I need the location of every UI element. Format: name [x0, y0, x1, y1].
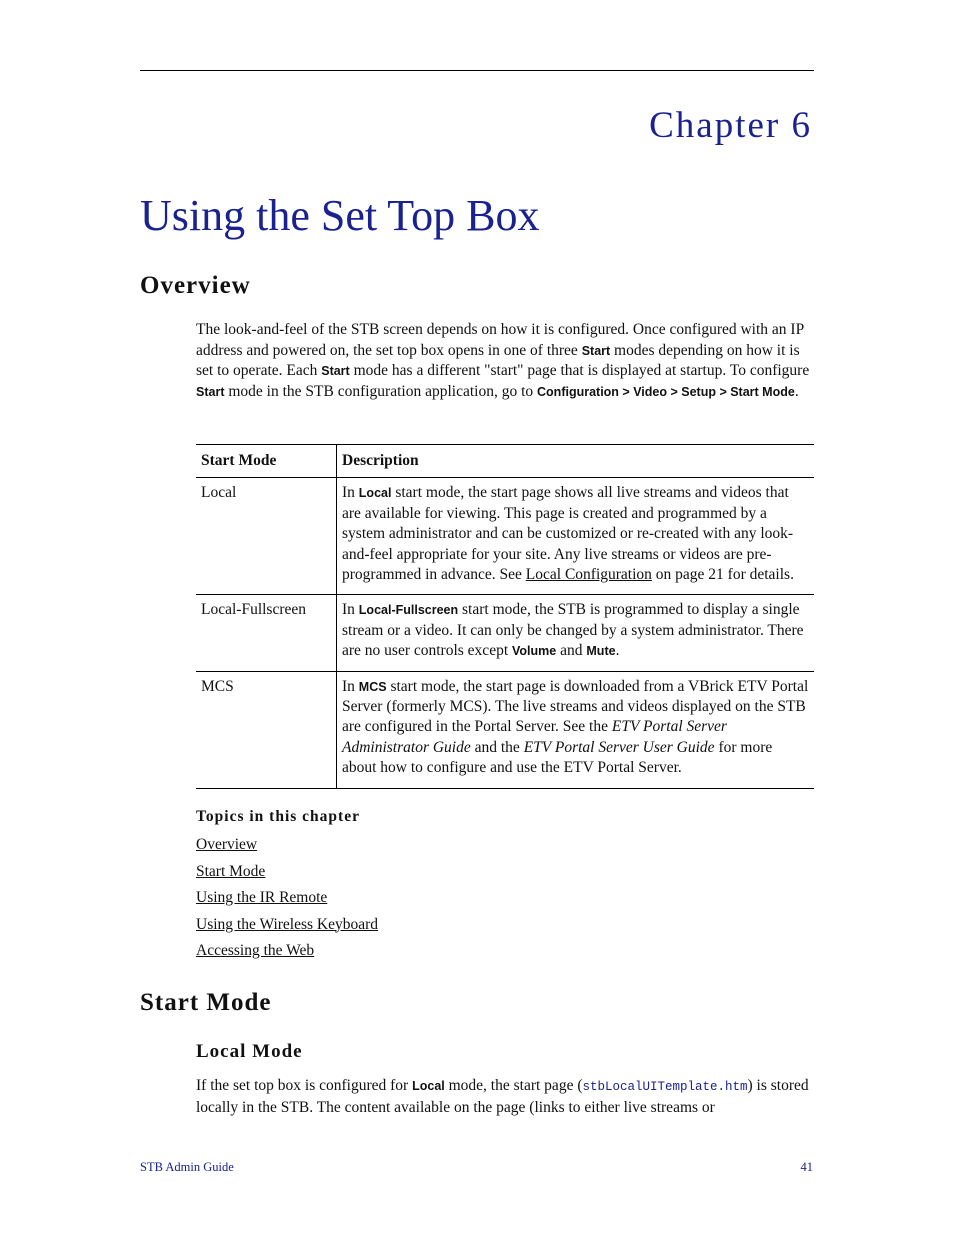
mode-cell: MCS — [196, 671, 337, 788]
topic-link-overview[interactable]: Overview — [196, 836, 258, 853]
footer-doc-title: STB Admin Guide — [140, 1160, 234, 1174]
topic-link-start-mode[interactable]: Start Mode — [196, 862, 266, 880]
mode-cell: Local-Fullscreen — [196, 595, 337, 671]
keyword-start: Start — [321, 364, 350, 378]
topic-link-ir-remote[interactable]: Using the IR Remote — [196, 889, 328, 906]
local-mode-paragraph: If the set top box is configured for Local mode, the start page (stbLocalUITemplate.htm) is stored locally in the STB. The content available on the page (links to either live streams or — [196, 1077, 809, 1116]
table-header-row — [196, 445, 814, 478]
header-rule — [140, 70, 814, 71]
keyword-start: Start — [581, 343, 611, 358]
column-header-description: Description — [337, 445, 815, 478]
description-cell: In MCS start mode, the start page is downloaded from a VBrick ETV Portal Server (formerly MCS). The live streams and videos displayed on the STB are configured in the Portal Server. See the ETV Portal Server Administrator Guide and the ETV Portal Server User Guide for more about how to configure and use the ETV Portal Server. — [337, 671, 815, 788]
description-cell: In Local start mode, the start page shows all live streams and videos that are available for viewing. This page is created and programmed by a system administrator and can be customized or re-created with any look-and-feel appropriate for your site. Any live streams or videos are pre-programmed in advance. See Local Configuration on page 21 for details. — [337, 478, 815, 595]
table-row — [196, 478, 814, 595]
topics-list — [196, 836, 378, 969]
start-mode-heading: Start Mode — [140, 989, 272, 1016]
keyword-start: Start — [196, 384, 225, 399]
topic-link-wireless-keyboard[interactable]: Using the Wireless Keyboard — [196, 915, 379, 933]
description-cell: In Local-Fullscreen start mode, the STB is programmed to display a single stream or a video. It can only be changed by a system administrator. There are no user controls except Volume and Mute. — [337, 595, 815, 671]
topic-link-accessing-web[interactable]: Accessing the Web — [196, 942, 315, 959]
page-title: Using the Set Top Box — [140, 191, 540, 240]
local-configuration-link[interactable]: Local Configuration — [525, 566, 652, 584]
footer-page-number: 41 — [800, 1160, 813, 1174]
mode-cell: Local — [196, 478, 337, 595]
start-mode-table — [196, 444, 814, 789]
local-mode-heading: Local Mode — [196, 1041, 303, 1062]
column-header-mode: Start Mode — [196, 445, 337, 478]
menu-path: Configuration > Video > Setup > Start Mode — [537, 384, 795, 399]
table-row — [196, 671, 814, 788]
topics-heading: Topics in this chapter — [196, 808, 360, 825]
overview-paragraph: The look-and-feel of the STB screen depends on how it is configured. Once configured with an IP address and powered on, the set top box opens in one of three Start modes depending on how it is set to operate. Each Start mode has a different "start" page that is displayed at startup. To configure Start mode in the STB configuration application, go to Configuration > Video > Setup > Start Mode. — [196, 321, 810, 400]
overview-heading: Overview — [140, 272, 251, 299]
filename: stbLocalUITemplate.htm — [582, 1080, 748, 1094]
table-row — [196, 595, 814, 671]
chapter-label: Chapter 6 — [649, 105, 812, 146]
